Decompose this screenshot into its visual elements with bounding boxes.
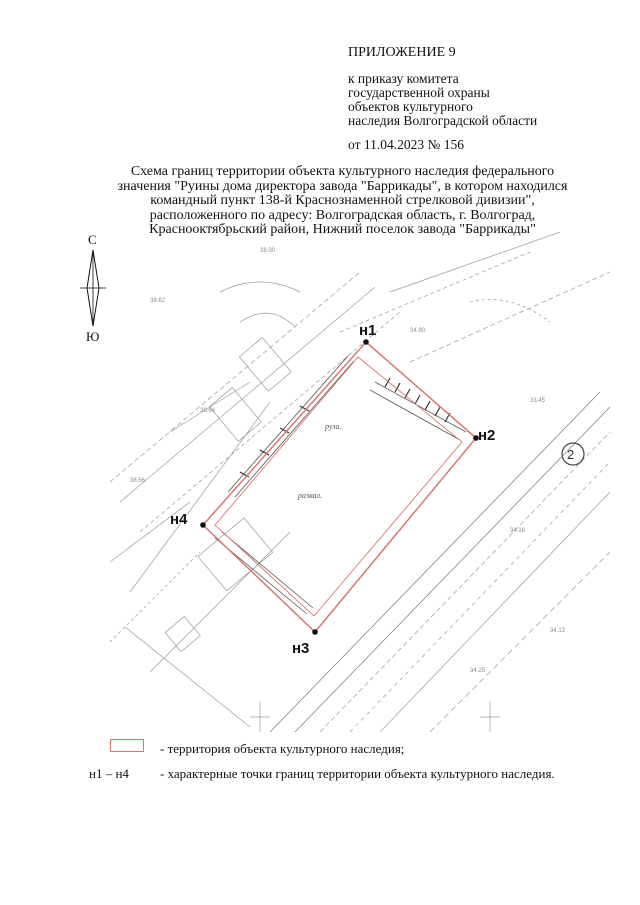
header-order (348, 72, 537, 128)
svg-text:38.62: 38.62 (150, 298, 166, 304)
plot-number-marker (562, 443, 584, 465)
site-label-collapse: развал. (298, 491, 323, 500)
point-n4-label: н4 (170, 511, 188, 528)
order-line: государственной охраны (348, 85, 490, 100)
scheme-title-line: расположенного по адресу: Волгоградская область, г. Волгоград, (149, 207, 536, 223)
order-line: наследия Волгоградской области (348, 113, 538, 128)
svg-text:38.00: 38.00 (260, 248, 276, 254)
svg-text:34.16: 34.16 (510, 528, 526, 534)
scheme-title-line: командный пункт 138-й Краснознаменной стрелковой дивизии", (150, 193, 535, 208)
cadastral-map (110, 232, 610, 732)
header-date: от 11.04.2023 № 156 (348, 137, 464, 152)
compass-arrow-icon (76, 232, 110, 344)
site-hatching (215, 356, 466, 614)
plot-number: 2 (567, 447, 575, 462)
order-line: к приказу комитета (348, 71, 459, 86)
scheme-title (70, 165, 615, 238)
map-background (110, 232, 610, 732)
scheme-title-line: Схема границ территории объекта культурного наследия федерального (130, 164, 555, 179)
legend-points-key: н1 – н4 (89, 766, 129, 781)
point-n3-label: н3 (292, 640, 310, 657)
scheme-title-line: значения "Руины дома директора завода "Баррикады", в котором находился (117, 178, 568, 194)
point-n1-label: н1 (359, 322, 377, 339)
compass (76, 232, 110, 344)
point-n1-marker (363, 339, 369, 345)
legend-points-text: - характерные точки границ территории объекта культурного наследия. (160, 766, 555, 781)
svg-text:34.25: 34.25 (470, 668, 486, 674)
svg-text:38.64: 38.64 (200, 408, 216, 414)
legend-territory-text: - территория объекта культурного наследия; (160, 741, 405, 756)
scheme-title-line: Краснооктябрьский район, Нижний поселок завода "Баррикады" (149, 222, 536, 237)
order-line: объектов культурного (348, 99, 473, 114)
point-n3-marker (312, 629, 318, 635)
site-label-ruins: руза. (325, 422, 342, 431)
svg-text:33.45: 33.45 (530, 398, 546, 404)
site-hatch-marks (240, 378, 450, 477)
map-faint-annotations (130, 248, 566, 674)
point-n2-label: н2 (478, 427, 496, 444)
svg-text:38.56: 38.56 (130, 478, 146, 484)
header-title: ПРИЛОЖЕНИЕ 9 (348, 45, 456, 60)
compass-south-label: Ю (86, 329, 100, 344)
svg-text:34.90: 34.90 (410, 328, 426, 334)
legend-territory-swatch (110, 739, 144, 752)
compass-north-label: С (88, 232, 97, 247)
point-n4-marker (200, 522, 206, 528)
territory-boundary-inner (215, 357, 462, 616)
svg-text:34.13: 34.13 (550, 628, 566, 634)
